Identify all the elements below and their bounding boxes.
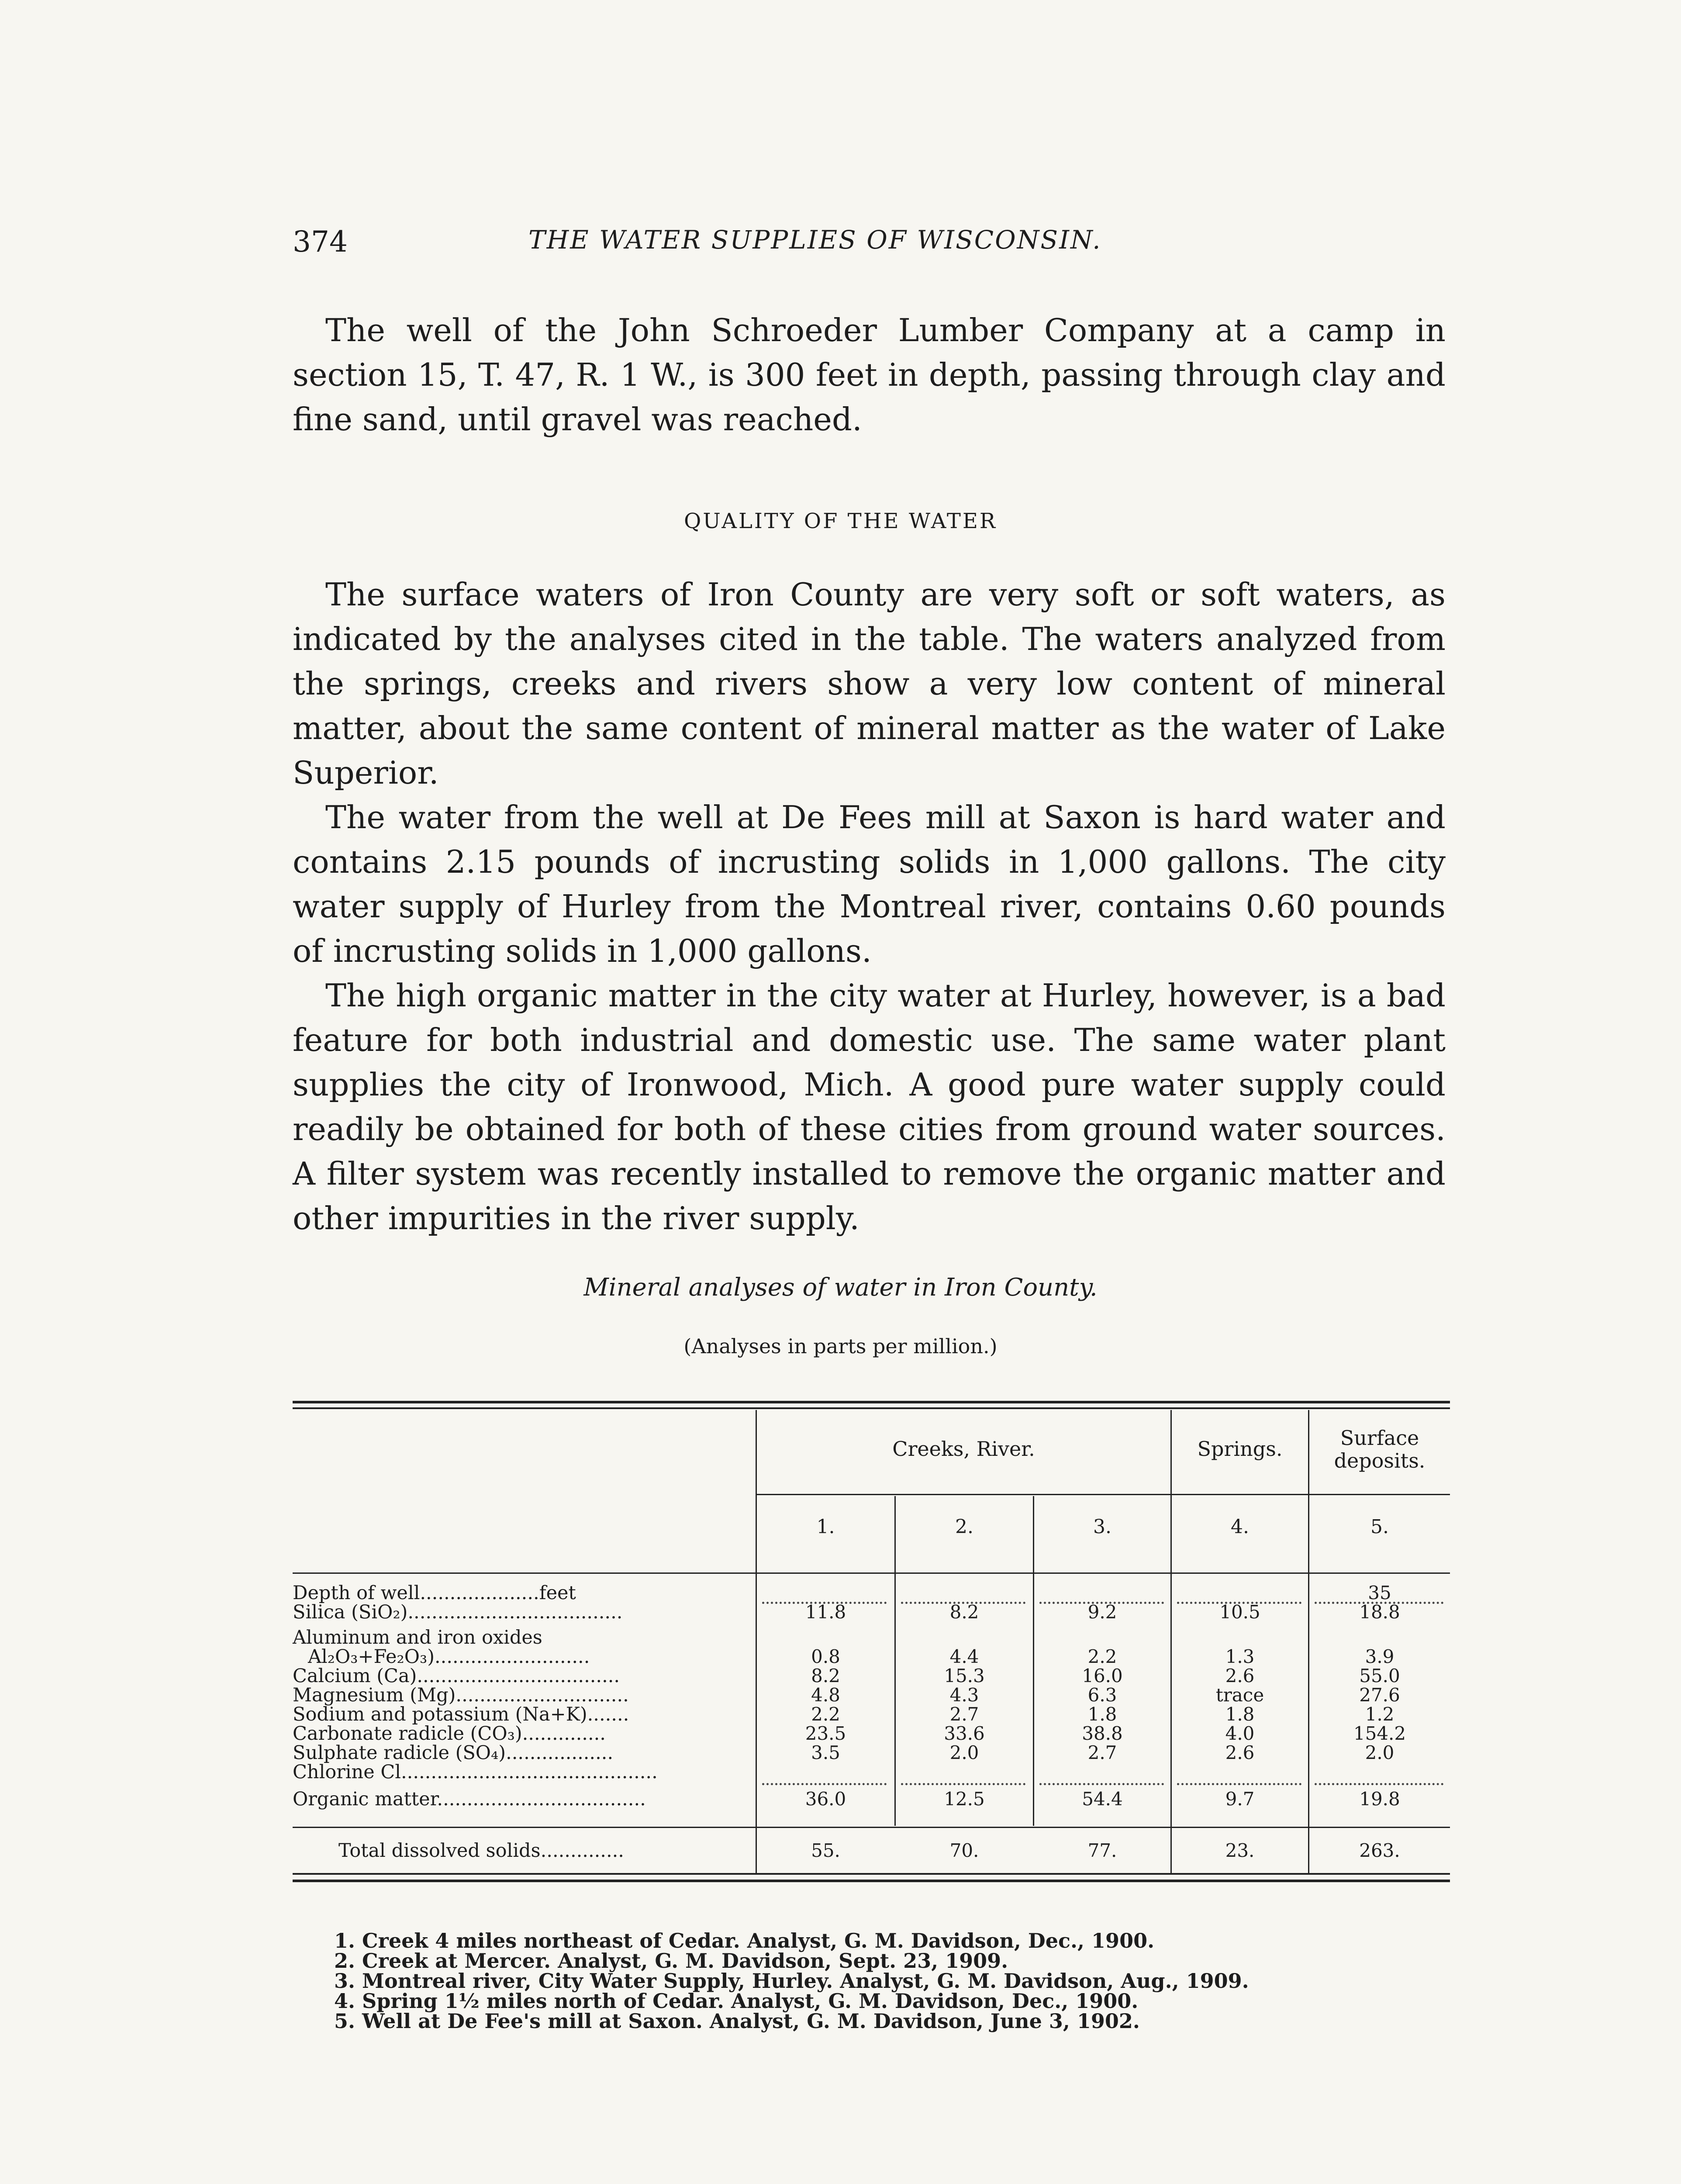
cell: 1.2: [1365, 1704, 1395, 1725]
row-label: Chlorine Cl...........................................: [293, 1761, 658, 1783]
table-row: [293, 1790, 1450, 1809]
dotted-separator: [901, 1783, 1025, 1785]
cell: 2.2: [1087, 1646, 1117, 1667]
dotted-separator: [1039, 1783, 1164, 1785]
cell: 1.8: [1225, 1704, 1255, 1725]
table-row: [293, 1743, 1450, 1762]
cell: 4.8: [811, 1684, 840, 1706]
table-caption: Mineral analyses of water in Iron County.: [583, 1273, 1098, 1302]
cell: 154.2: [1353, 1723, 1406, 1744]
cell: 10.5: [1219, 1601, 1260, 1623]
column-number-2: 2.: [955, 1516, 973, 1538]
cell: 36.0: [805, 1788, 846, 1810]
cell: 70.: [949, 1840, 979, 1861]
row-label: Aluminum and iron oxides: [293, 1627, 542, 1648]
dotted-separator: [1177, 1783, 1301, 1785]
header-bottom-rule: [293, 1572, 1450, 1574]
row-label: Depth of well....................feet: [293, 1582, 576, 1604]
row-label: Sulphate radicle (SO₄)..................: [293, 1742, 614, 1764]
column-number-5: 5.: [1370, 1516, 1389, 1538]
cell: 23.: [1225, 1840, 1255, 1861]
cell: 8.2: [949, 1601, 979, 1623]
cell: 35: [1368, 1582, 1391, 1603]
cell: 2.2: [811, 1704, 840, 1725]
row-label: Al₂O₃+Fe₂O₃)..........................: [308, 1646, 590, 1668]
header-springs: Springs.: [1197, 1437, 1283, 1461]
table-top-rule-inner: [293, 1407, 1450, 1409]
cell: 1.8: [1087, 1704, 1117, 1725]
row-label: Carbonate radicle (CO₃)..............: [293, 1723, 606, 1745]
dotted-separator: [1315, 1783, 1443, 1785]
header-deposits: deposits.: [1334, 1449, 1426, 1472]
cell: 3.5: [811, 1742, 840, 1763]
cell: 15.3: [944, 1665, 985, 1686]
row-label: Organic matter...................................: [293, 1788, 646, 1810]
cell: 16.0: [1082, 1665, 1123, 1686]
cell: 2.7: [1087, 1742, 1117, 1763]
cell: 12.5: [944, 1788, 985, 1810]
header-rule: [756, 1494, 1450, 1495]
column-number-4: 4.: [1231, 1516, 1249, 1538]
page-number: 374: [293, 225, 348, 259]
cell: 2.6: [1225, 1742, 1255, 1763]
table-row: [293, 1762, 1450, 1782]
quality-text-block: [293, 572, 1446, 1241]
cell: trace: [1215, 1684, 1264, 1706]
table-row: [293, 1583, 1450, 1603]
table-footnotes: [334, 1931, 1470, 2031]
footnote-5: 5. Well at De Fee's mill at Saxon. Analyst, G. M. Davidson, June 3, 1902.: [334, 2009, 1140, 2033]
cell: 77.: [1087, 1840, 1117, 1861]
cell: 19.8: [1359, 1788, 1400, 1810]
intro-paragraph-block: [293, 308, 1446, 442]
table-subcaption: (Analyses in parts per million.): [683, 1334, 998, 1358]
cell: 54.4: [1082, 1788, 1123, 1810]
footnote-2: 2. Creek at Mercer. Analyst, G. M. Davidson, Sept. 23, 1909.: [334, 1949, 1008, 1973]
cell: 2.7: [949, 1704, 979, 1725]
dotted-separator: [762, 1602, 887, 1604]
cell: 6.3: [1087, 1684, 1117, 1706]
header-surface: Surface: [1340, 1426, 1419, 1450]
total-top-rule: [293, 1827, 1450, 1828]
cell: 4.3: [949, 1684, 979, 1706]
cell: 2.0: [1365, 1742, 1395, 1763]
dotted-separator: [1177, 1602, 1301, 1604]
table-row: [293, 1666, 1450, 1686]
footnote-3: 3. Montreal river, City Water Supply, Hurley. Analyst, G. M. Davidson, Aug., 1909.: [334, 1969, 1249, 1993]
total-row-label: Total dissolved solids..............: [338, 1840, 624, 1862]
table-top-rule: [293, 1401, 1450, 1403]
section-heading: QUALITY OF THE WATER: [683, 509, 998, 533]
row-label: Calcium (Ca)..................................: [293, 1665, 620, 1687]
table-bottom-rule: [293, 1873, 1450, 1875]
table-row: [293, 1628, 1450, 1647]
cell: 4.0: [1225, 1723, 1255, 1744]
cell: 3.9: [1365, 1646, 1395, 1667]
paragraph-organic-matter: The high organic matter in the city water at Hurley, however, is a bad feature for both industrial and domestic use. The same water plant supplies the city of Ironwood, Mich. A good pure water supply could readily be obtained for both of these cities from ground water sources. A filter system was recently installed to remove the organic matter and other impurities in the river supply.: [293, 977, 1446, 1237]
cell: 0.8: [811, 1646, 840, 1667]
table-row: [293, 1603, 1450, 1622]
paragraph-soft-waters: The surface waters of Iron County are very soft or soft waters, as indicated by the analyses cited in the table. The waters analyzed from the springs, creeks and rivers show a very low content of mineral matter, about the same content of mineral matter as the water of Lake Superior.: [293, 576, 1446, 791]
cell: 1.3: [1225, 1646, 1255, 1667]
column-number-1: 1.: [816, 1516, 835, 1538]
cell: 11.8: [805, 1601, 846, 1623]
cell: 18.8: [1359, 1601, 1400, 1623]
row-label: Sodium and potassium (Na+K).......: [293, 1704, 629, 1725]
table-row: [293, 1647, 1450, 1666]
cell: 9.2: [1087, 1601, 1117, 1623]
cell: 8.2: [811, 1665, 840, 1686]
header-creeks-river: Creeks, River.: [892, 1437, 1035, 1461]
cell: 9.7: [1225, 1788, 1255, 1810]
cell: 4.4: [949, 1646, 979, 1667]
cell: 23.5: [805, 1723, 846, 1744]
row-label: Silica (SiO₂)....................................: [293, 1601, 623, 1623]
table-row: [293, 1705, 1450, 1724]
total-row: [293, 1841, 1450, 1860]
dotted-separator: [1315, 1602, 1443, 1604]
dotted-separator: [901, 1602, 1025, 1604]
cell: 27.6: [1359, 1684, 1400, 1706]
cell: 263.: [1359, 1840, 1400, 1861]
footnote-4: 4. Spring 1½ miles north of Cedar. Analyst, G. M. Davidson, Dec., 1900.: [334, 1989, 1139, 2013]
table-row: [293, 1686, 1450, 1705]
running-title: THE WATER SUPPLIES OF WISCONSIN.: [528, 225, 1102, 255]
intro-paragraph: The well of the John Schroeder Lumber Company at a camp in section 15, T. 47, R. 1 W., is 300 feet in depth, passing through clay and fine sand, until gravel was reached.: [293, 312, 1446, 438]
cell: 33.6: [944, 1723, 985, 1744]
cell: 55.: [811, 1840, 840, 1861]
row-label: Magnesium (Mg).............................: [293, 1684, 629, 1706]
dotted-separator: [1039, 1602, 1164, 1604]
table-bottom-rule-outer: [293, 1880, 1450, 1882]
running-header: [293, 225, 1463, 264]
table-row: [293, 1724, 1450, 1743]
cell: 55.0: [1359, 1665, 1400, 1686]
footnote-1: 1. Creek 4 miles northeast of Cedar. Analyst, G. M. Davidson, Dec., 1900.: [334, 1929, 1155, 1952]
dotted-separator: [762, 1783, 887, 1785]
cell: 2.6: [1225, 1665, 1255, 1686]
column-number-3: 3.: [1093, 1516, 1111, 1538]
cell: 2.0: [949, 1742, 979, 1763]
paragraph-hard-water: The water from the well at De Fees mill at Saxon is hard water and contains 2.15 pounds of incrusting solids in 1,000 gallons. The city water supply of Hurley from the Montreal river, contains 0.60 pounds of incrusting solids in 1,000 gallons.: [293, 799, 1446, 969]
cell: 38.8: [1082, 1723, 1123, 1744]
